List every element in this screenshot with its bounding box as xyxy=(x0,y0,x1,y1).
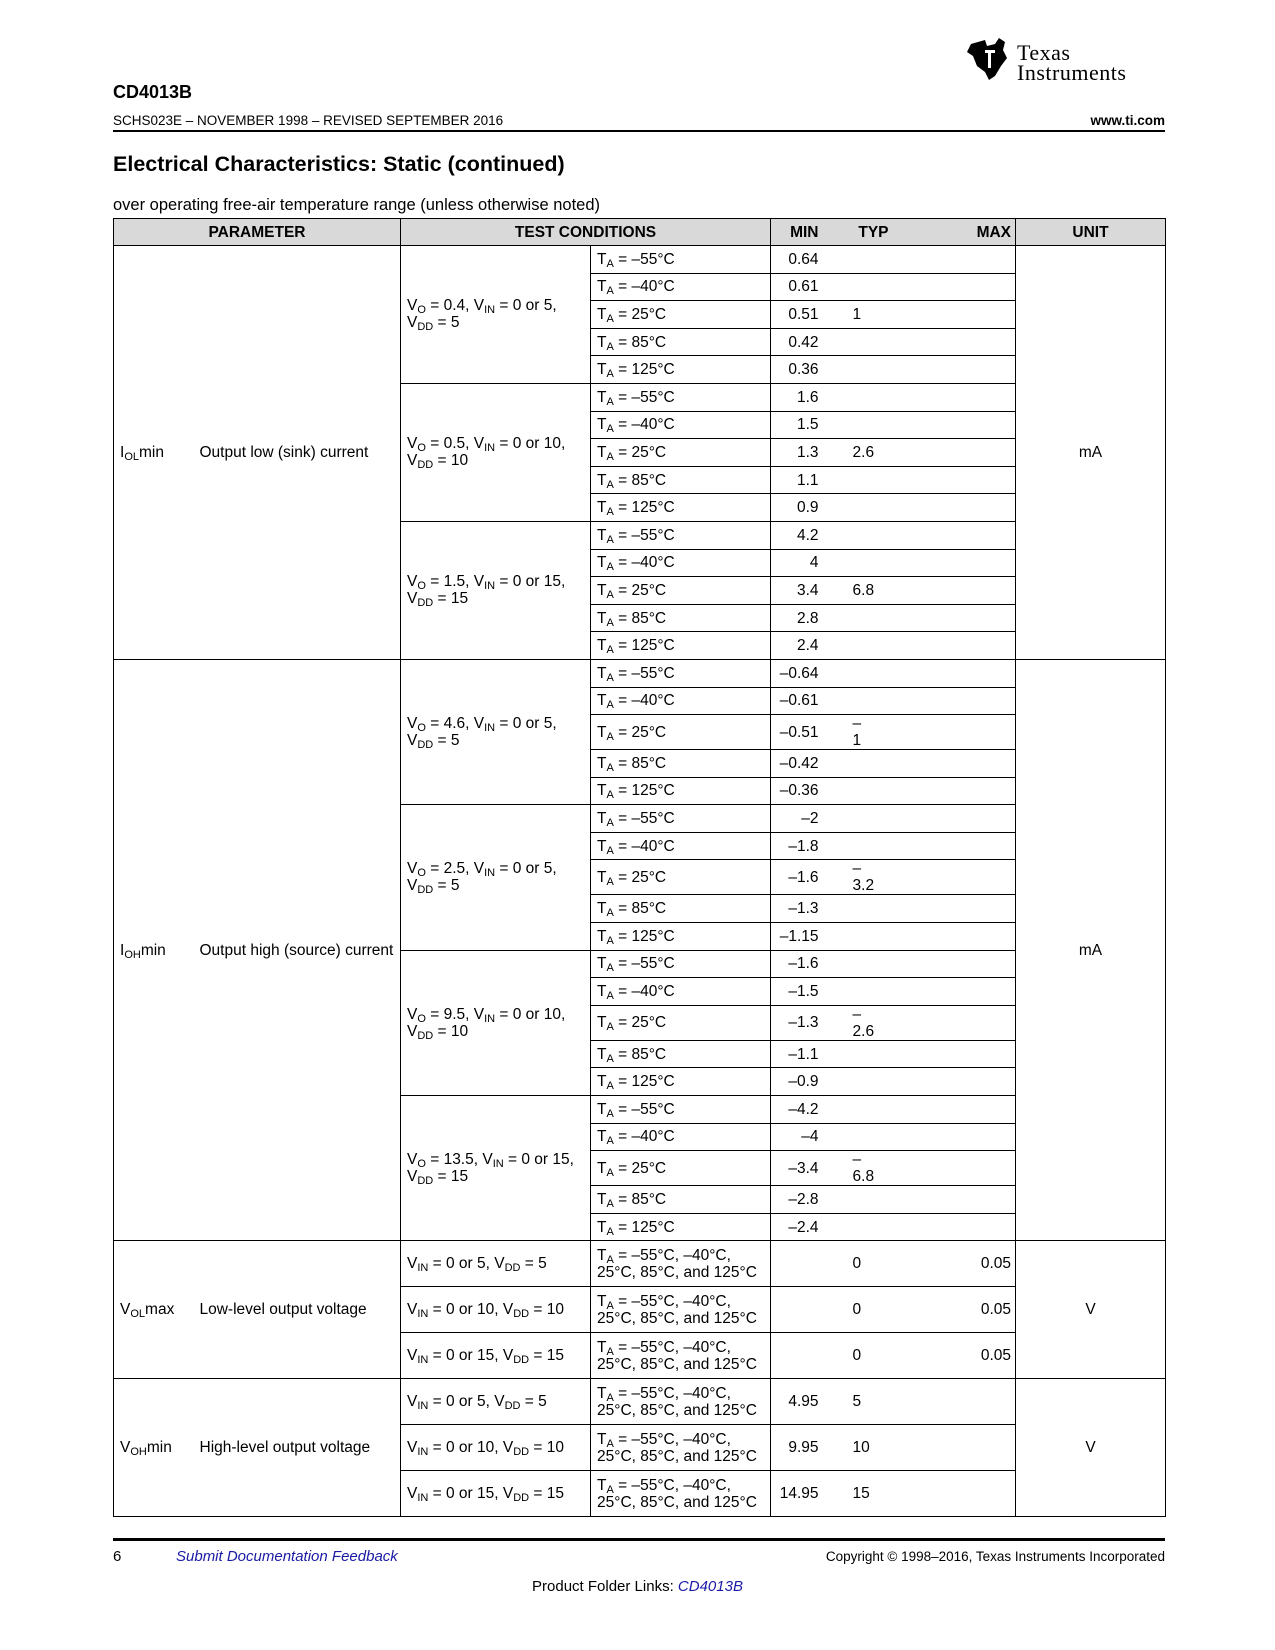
temperature-cell: $T_A = 125^\circ C$ xyxy=(591,777,771,805)
typ-value xyxy=(847,750,929,778)
max-value xyxy=(929,439,1016,467)
min-value xyxy=(771,1287,847,1333)
iol-condition: $V_O = 1.5$, $V_{IN} = 0$ or 15, $V_{DD} = 15$ xyxy=(401,521,591,659)
document-id: SCHS023E – NOVEMBER 1998 – REVISED SEPTEMBER 2016 xyxy=(113,113,504,128)
header-min: MIN xyxy=(771,219,847,246)
product-folder-links xyxy=(0,1578,1275,1595)
typ-value xyxy=(847,895,929,923)
max-value xyxy=(929,832,1016,860)
vol-description: Low-level output voltage xyxy=(194,1241,401,1379)
typ-value: 2.6 xyxy=(847,439,929,467)
temperature-cell: $T_A = -55^\circ C$ xyxy=(591,246,771,274)
voh-condition: $V_{IN} = 0$ or 15, $V_{DD} = 15$ xyxy=(401,1471,591,1517)
temperature-cell: $T_A = 125^\circ C$ xyxy=(591,356,771,384)
temperature-cell: $T_A = -55^\circ C$ xyxy=(591,383,771,411)
iol-description: Output low (sink) current xyxy=(194,246,401,660)
section-subtitle: over operating free-air temperature range (unless otherwise noted) xyxy=(113,196,601,214)
max-value xyxy=(929,356,1016,384)
footer-rule xyxy=(113,1538,1165,1541)
temperature-cell: $T_A = 85^\circ C$ xyxy=(591,895,771,923)
vol-condition: $V_{IN} = 0$ or 10, $V_{DD} = 10$ xyxy=(401,1287,591,1333)
max-value xyxy=(929,1151,1016,1186)
max-value xyxy=(929,715,1016,750)
ioh-description: Output high (source) current xyxy=(194,659,401,1241)
temperature-cell: $T_A = 25^\circ C$ xyxy=(591,301,771,329)
min-value: 2.4 xyxy=(771,632,847,660)
min-value: 0.36 xyxy=(771,356,847,384)
min-value: –4.2 xyxy=(771,1096,847,1124)
temperature-cell: $T_A = -55^\circ C$, –40°C, 25°C, 85°C, and 125°C xyxy=(591,1241,771,1287)
max-value xyxy=(929,1096,1016,1124)
typ-value xyxy=(847,805,929,833)
typ-value xyxy=(847,521,929,549)
typ-value xyxy=(847,383,929,411)
temperature-cell: $T_A = -55^\circ C$, –40°C, 25°C, 85°C, and 125°C xyxy=(591,1379,771,1425)
temperature-cell: $T_A = -40^\circ C$ xyxy=(591,687,771,715)
temperature-cell: $T_A = 85^\circ C$ xyxy=(591,466,771,494)
min-value: –2.8 xyxy=(771,1186,847,1214)
typ-value xyxy=(847,411,929,439)
typ-value xyxy=(847,328,929,356)
min-value: 0.42 xyxy=(771,328,847,356)
max-value xyxy=(929,411,1016,439)
folder-link[interactable]: CD4013B xyxy=(677,1578,743,1595)
min-value: 1.5 xyxy=(771,411,847,439)
temperature-cell: $T_A = -55^\circ C$ xyxy=(591,950,771,978)
max-value xyxy=(929,577,1016,605)
typ-value xyxy=(847,273,929,301)
min-value: 14.95 xyxy=(771,1471,847,1517)
ioh-condition: $V_O = 4.6$, $V_{IN} = 0$ or 5, $V_{DD} = 5$ xyxy=(401,659,591,804)
voh-description: High-level output voltage xyxy=(194,1379,401,1517)
max-value xyxy=(929,466,1016,494)
max-value xyxy=(929,923,1016,951)
typ-value xyxy=(847,604,929,632)
typ-value: –1 xyxy=(847,715,929,750)
header-unit: UNIT xyxy=(1016,219,1166,246)
min-value: 0.64 xyxy=(771,246,847,274)
typ-value xyxy=(847,1068,929,1096)
min-value: 4.95 xyxy=(771,1379,847,1425)
temperature-cell: $T_A = 25^\circ C$ xyxy=(591,860,771,895)
min-value: 3.4 xyxy=(771,577,847,605)
min-value: –1.3 xyxy=(771,1005,847,1040)
typ-value xyxy=(847,950,929,978)
min-value: 1.1 xyxy=(771,466,847,494)
feedback-link[interactable]: Submit Documentation Feedback xyxy=(176,1548,398,1565)
typ-value xyxy=(847,832,929,860)
min-value: –0.9 xyxy=(771,1068,847,1096)
min-value xyxy=(771,1333,847,1379)
min-value: –0.61 xyxy=(771,687,847,715)
max-value xyxy=(929,1123,1016,1151)
min-value: –0.36 xyxy=(771,777,847,805)
max-value xyxy=(929,1068,1016,1096)
website-link[interactable]: www.ti.com xyxy=(1090,113,1165,128)
max-value xyxy=(929,777,1016,805)
temperature-cell: $T_A = -55^\circ C$ xyxy=(591,521,771,549)
copyright: Copyright © 1998–2016, Texas Instruments Incorporated xyxy=(825,1549,1165,1564)
max-value xyxy=(929,1471,1016,1517)
temperature-cell: $T_A = -40^\circ C$ xyxy=(591,549,771,577)
temperature-cell: $T_A = 125^\circ C$ xyxy=(591,1068,771,1096)
typ-value: 0 xyxy=(847,1333,929,1379)
iol-symbol: $I_{OL}\min$ xyxy=(114,246,194,660)
min-value: –3.4 xyxy=(771,1151,847,1186)
min-value: –1.3 xyxy=(771,895,847,923)
max-value: 0.05 xyxy=(929,1241,1016,1287)
temperature-cell: $T_A = 85^\circ C$ xyxy=(591,604,771,632)
max-value xyxy=(929,1005,1016,1040)
typ-value: 6.8 xyxy=(847,577,929,605)
header-test-conditions: TEST CONDITIONS xyxy=(401,219,771,246)
temperature-cell: $T_A = 125^\circ C$ xyxy=(591,494,771,522)
max-value xyxy=(929,301,1016,329)
min-value: 0.9 xyxy=(771,494,847,522)
min-value: 1.6 xyxy=(771,383,847,411)
typ-value: –3.2 xyxy=(847,860,929,895)
max-value xyxy=(929,950,1016,978)
min-value: 0.61 xyxy=(771,273,847,301)
temperature-cell: $T_A = 85^\circ C$ xyxy=(591,328,771,356)
folder-label: Product Folder Links: xyxy=(532,1578,678,1595)
ioh-unit: mA xyxy=(1016,659,1166,1241)
typ-value: 1 xyxy=(847,301,929,329)
page-number: 6 xyxy=(113,1548,122,1565)
temperature-cell: $T_A = 85^\circ C$ xyxy=(591,1040,771,1068)
vol-condition: $V_{IN} = 0$ or 15, $V_{DD} = 15$ xyxy=(401,1333,591,1379)
header-typ: TYP xyxy=(847,219,929,246)
ioh-condition: $V_O = 13.5$, $V_{IN} = 0$ or 15, $V_{DD} = 15$ xyxy=(401,1096,591,1241)
max-value xyxy=(929,978,1016,1006)
temperature-cell: $T_A = 25^\circ C$ xyxy=(591,577,771,605)
max-value xyxy=(929,604,1016,632)
max-value xyxy=(929,895,1016,923)
max-value xyxy=(929,273,1016,301)
max-value xyxy=(929,632,1016,660)
vol-unit: V xyxy=(1016,1241,1166,1379)
logo-text-line2: Instruments xyxy=(1017,60,1127,85)
min-value: 4.2 xyxy=(771,521,847,549)
temperature-cell: $T_A = -40^\circ C$ xyxy=(591,411,771,439)
min-value: –1.6 xyxy=(771,950,847,978)
typ-value xyxy=(847,1096,929,1124)
min-value: –0.51 xyxy=(771,715,847,750)
typ-value xyxy=(847,466,929,494)
typ-value xyxy=(847,777,929,805)
max-value xyxy=(929,1425,1016,1471)
min-value xyxy=(771,1241,847,1287)
typ-value: –2.6 xyxy=(847,1005,929,1040)
max-value xyxy=(929,1379,1016,1425)
max-value xyxy=(929,549,1016,577)
vol-condition: $V_{IN} = 0$ or 5, $V_{DD} = 5$ xyxy=(401,1241,591,1287)
min-value: 0.51 xyxy=(771,301,847,329)
typ-value xyxy=(847,923,929,951)
typ-value xyxy=(847,687,929,715)
temperature-cell: $T_A = -55^\circ C$, –40°C, 25°C, 85°C, and 125°C xyxy=(591,1333,771,1379)
voh-symbol: $V_{OH}\min$ xyxy=(114,1379,194,1517)
temperature-cell: $T_A = -55^\circ C$ xyxy=(591,805,771,833)
min-value: 4 xyxy=(771,549,847,577)
table-row xyxy=(114,246,1166,274)
ti-state-icon xyxy=(965,36,1011,82)
typ-value xyxy=(847,356,929,384)
min-value: –2 xyxy=(771,805,847,833)
temperature-cell: $T_A = -55^\circ C$, –40°C, 25°C, 85°C, and 125°C xyxy=(591,1287,771,1333)
typ-value xyxy=(847,1123,929,1151)
iol-unit: mA xyxy=(1016,246,1166,660)
header-parameter: PARAMETER xyxy=(114,219,401,246)
typ-value xyxy=(847,494,929,522)
min-value: 1.3 xyxy=(771,439,847,467)
min-value: –0.64 xyxy=(771,659,847,687)
min-value: 9.95 xyxy=(771,1425,847,1471)
voh-condition: $V_{IN} = 0$ or 10, $V_{DD} = 10$ xyxy=(401,1425,591,1471)
temperature-cell: $T_A = 25^\circ C$ xyxy=(591,1151,771,1186)
temperature-cell: $T_A = 125^\circ C$ xyxy=(591,632,771,660)
max-value xyxy=(929,860,1016,895)
iol-condition: $V_O = 0.5$, $V_{IN} = 0$ or 10, $V_{DD} = 10$ xyxy=(401,383,591,521)
temperature-cell: $T_A = -55^\circ C$ xyxy=(591,1096,771,1124)
typ-value xyxy=(847,549,929,577)
temperature-cell: $T_A = -40^\circ C$ xyxy=(591,1123,771,1151)
max-value xyxy=(929,328,1016,356)
max-value xyxy=(929,1040,1016,1068)
min-value: –2.4 xyxy=(771,1213,847,1241)
voh-unit: V xyxy=(1016,1379,1166,1517)
table-row xyxy=(114,1379,1166,1425)
min-value: –1.15 xyxy=(771,923,847,951)
temperature-cell: $T_A = 25^\circ C$ xyxy=(591,439,771,467)
table-row xyxy=(114,1241,1166,1287)
max-value xyxy=(929,494,1016,522)
max-value xyxy=(929,383,1016,411)
typ-value xyxy=(847,659,929,687)
typ-value: 10 xyxy=(847,1425,929,1471)
max-value xyxy=(929,750,1016,778)
temperature-cell: $T_A = -40^\circ C$ xyxy=(591,832,771,860)
section-title: Electrical Characteristics: Static (continued) xyxy=(113,152,565,176)
max-value xyxy=(929,1186,1016,1214)
typ-value xyxy=(847,632,929,660)
temperature-cell: $T_A = 125^\circ C$ xyxy=(591,923,771,951)
typ-value: –6.8 xyxy=(847,1151,929,1186)
temperature-cell: $T_A = -40^\circ C$ xyxy=(591,978,771,1006)
min-value: –0.42 xyxy=(771,750,847,778)
typ-value: 0 xyxy=(847,1241,929,1287)
min-value: 2.8 xyxy=(771,604,847,632)
voh-condition: $V_{IN} = 0$ or 5, $V_{DD} = 5$ xyxy=(401,1379,591,1425)
header-max: MAX xyxy=(929,219,1016,246)
min-value: –1.5 xyxy=(771,978,847,1006)
max-value xyxy=(929,521,1016,549)
min-value: –1.8 xyxy=(771,832,847,860)
typ-value xyxy=(847,1040,929,1068)
temperature-cell: $T_A = -40^\circ C$ xyxy=(591,273,771,301)
max-value: 0.05 xyxy=(929,1333,1016,1379)
max-value xyxy=(929,246,1016,274)
ti-logo xyxy=(965,36,1165,86)
ioh-condition: $V_O = 2.5$, $V_{IN} = 0$ or 5, $V_{DD} = 5$ xyxy=(401,805,591,950)
min-value: –4 xyxy=(771,1123,847,1151)
logo-text-line1: Texas xyxy=(1017,40,1071,65)
temperature-cell: $T_A = 125^\circ C$ xyxy=(591,1213,771,1241)
min-value: –1.1 xyxy=(771,1040,847,1068)
electrical-characteristics-table xyxy=(113,218,1166,1517)
part-number: CD4013B xyxy=(113,82,193,102)
vol-symbol: $V_{OL}\max$ xyxy=(114,1241,194,1379)
typ-value: 0 xyxy=(847,1287,929,1333)
iol-condition: $V_O = 0.4$, $V_{IN} = 0$ or 5, $V_{DD} = 5$ xyxy=(401,246,591,384)
temperature-cell: $T_A = 25^\circ C$ xyxy=(591,715,771,750)
table-header-row xyxy=(114,219,1166,246)
max-value xyxy=(929,1213,1016,1241)
ioh-condition: $V_O = 9.5$, $V_{IN} = 0$ or 10, $V_{DD} = 10$ xyxy=(401,950,591,1095)
temperature-cell: $T_A = 85^\circ C$ xyxy=(591,750,771,778)
typ-value: 15 xyxy=(847,1471,929,1517)
max-value: 0.05 xyxy=(929,1287,1016,1333)
typ-value xyxy=(847,978,929,1006)
ioh-symbol: $I_{OH}\min$ xyxy=(114,659,194,1241)
temperature-cell: $T_A = -55^\circ C$ xyxy=(591,659,771,687)
temperature-cell: $T_A = 25^\circ C$ xyxy=(591,1005,771,1040)
min-value: –1.6 xyxy=(771,860,847,895)
temperature-cell: $T_A = 85^\circ C$ xyxy=(591,1186,771,1214)
typ-value xyxy=(847,1213,929,1241)
typ-value: 5 xyxy=(847,1379,929,1425)
typ-value xyxy=(847,246,929,274)
typ-value xyxy=(847,1186,929,1214)
temperature-cell: $T_A = -55^\circ C$, –40°C, 25°C, 85°C, and 125°C xyxy=(591,1425,771,1471)
header-rule xyxy=(113,130,1165,132)
temperature-cell: $T_A = -55^\circ C$, –40°C, 25°C, 85°C, and 125°C xyxy=(591,1471,771,1517)
max-value xyxy=(929,687,1016,715)
table-row xyxy=(114,659,1166,687)
max-value xyxy=(929,659,1016,687)
max-value xyxy=(929,805,1016,833)
